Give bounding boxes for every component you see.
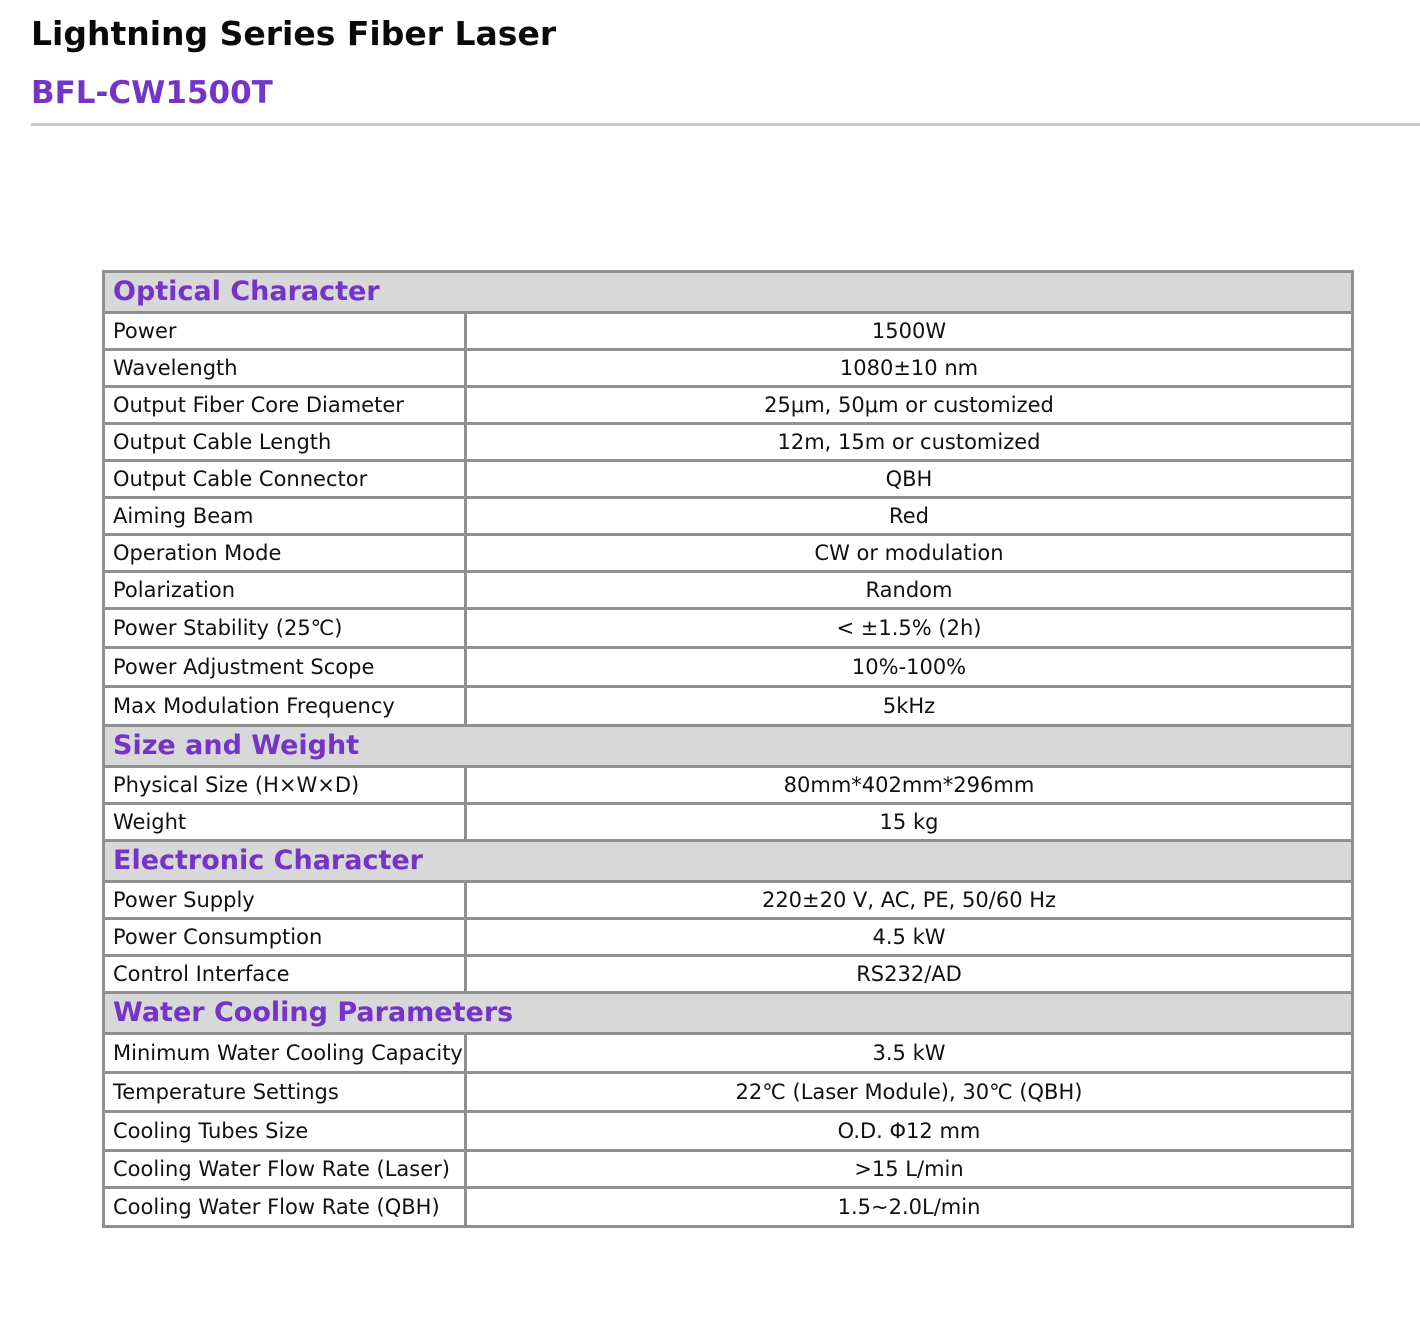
section-title: Electronic Character [104,841,1353,882]
table-row [104,919,1353,956]
spec-value: 220±20 V, AC, PE, 50/60 Hz [466,882,1353,919]
section-header-electronic [104,841,1353,882]
spec-label: Power Adjustment Scope [104,648,466,687]
spec-label: Output Fiber Core Diameter [104,387,466,424]
table-row [104,387,1353,424]
table-row [104,498,1353,535]
table-row [104,350,1353,387]
section-header-optical [104,272,1353,313]
spec-label: Power Stability (25℃) [104,609,466,648]
page-title: Lightning Series Fiber Laser [31,14,557,53]
spec-value: 1080±10 nm [466,350,1353,387]
table-row [104,687,1353,726]
spec-label: Output Cable Connector [104,461,466,498]
spec-label: Power [104,313,466,350]
table-row [104,572,1353,609]
spec-label: Physical Size (H×W×D) [104,767,466,804]
spec-value: 15 kg [466,804,1353,841]
spec-label: Aiming Beam [104,498,466,535]
section-title: Optical Character [104,272,1353,313]
table-row [104,1151,1353,1188]
spec-label: Minimum Water Cooling Capacity [104,1034,466,1073]
spec-value: Random [466,572,1353,609]
spec-value: O.D. Φ12 mm [466,1112,1353,1151]
table-row [104,609,1353,648]
spec-value: 12m, 15m or customized [466,424,1353,461]
spec-table [102,270,1354,1228]
section-header-size-weight [104,726,1353,767]
table-row [104,1034,1353,1073]
spec-value: 5kHz [466,687,1353,726]
spec-value: RS232/AD [466,956,1353,993]
spec-label: Cooling Water Flow Rate (QBH) [104,1188,466,1227]
spec-value: 10%-100% [466,648,1353,687]
spec-label: Output Cable Length [104,424,466,461]
section-header-water-cooling [104,993,1353,1034]
title-divider [31,123,1420,126]
spec-label: Cooling Tubes Size [104,1112,466,1151]
table-row [104,1073,1353,1112]
section-title: Size and Weight [104,726,1353,767]
spec-value: 1500W [466,313,1353,350]
spec-label: Operation Mode [104,535,466,572]
table-row [104,424,1353,461]
table-row [104,882,1353,919]
table-row [104,313,1353,350]
spec-label: Weight [104,804,466,841]
spec-label: Power Supply [104,882,466,919]
spec-label: Polarization [104,572,466,609]
spec-value: 1.5~2.0L/min [466,1188,1353,1227]
spec-label: Control Interface [104,956,466,993]
table-row [104,956,1353,993]
spec-value: 80mm*402mm*296mm [466,767,1353,804]
spec-value: 3.5 kW [466,1034,1353,1073]
spec-label: Max Modulation Frequency [104,687,466,726]
spec-label: Wavelength [104,350,466,387]
table-row [104,1112,1353,1151]
table-row [104,461,1353,498]
table-row [104,767,1353,804]
model-code: BFL-CW1500T [31,75,273,111]
spec-value: 22℃ (Laser Module), 30℃ (QBH) [466,1073,1353,1112]
spec-value: QBH [466,461,1353,498]
table-row [104,804,1353,841]
table-row [104,1188,1353,1227]
spec-value: Red [466,498,1353,535]
section-title: Water Cooling Parameters [104,993,1353,1034]
spec-label: Cooling Water Flow Rate (Laser) [104,1151,466,1188]
spec-value: 25μm, 50μm or customized [466,387,1353,424]
spec-value: CW or modulation [466,535,1353,572]
spec-label: Temperature Settings [104,1073,466,1112]
spec-label: Power Consumption [104,919,466,956]
spec-value: < ±1.5% (2h) [466,609,1353,648]
spec-value: >15 L/min [466,1151,1353,1188]
table-row [104,535,1353,572]
table-row [104,648,1353,687]
spec-value: 4.5 kW [466,919,1353,956]
